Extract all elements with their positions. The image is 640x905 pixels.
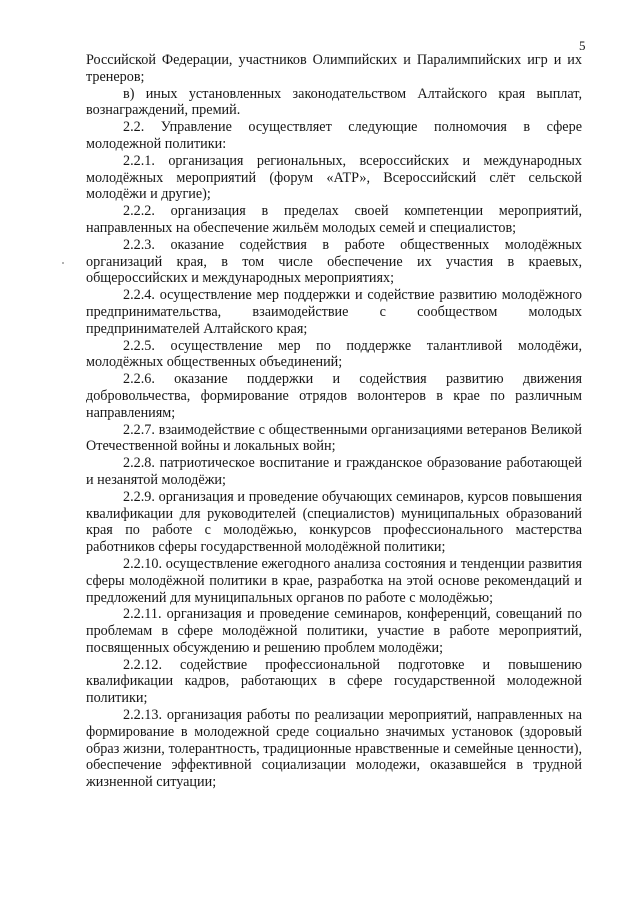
paragraph-continuation: Российской Федерации, участников Олимпийских и Паралимпийских игр и их тренеров; [86,52,582,85]
paragraph-item-v: в) иных установленных законодательством Алтайского края выплат, вознаграждений, премий. [86,85,582,119]
paragraph-2-2-3: 2.2.3. оказание содействия в работе общественных молодёжных организаций края, в том числе обеспечение их участия в краевых, общероссийских и международных мероприятиях; [86,236,582,287]
paragraph-2-2-8: 2.2.8. патриотическое воспитание и гражданское образование работающей и незанятой молодёжи; [86,455,582,488]
paragraph-2-2-13: 2.2.13. организация работы по реализации мероприятий, направленных на формирование в молодежной среде социально значимых установок (здоровый образ жизни, толерантность, традиционные нравственные и семейные ценности), обеспечение эффективной социализации молодежи, оказавшейся в трудной жизненной ситуации; [86,707,582,791]
paragraph-2-2-12: 2.2.12. содействие профессиональной подготовке и повышению квалификации кадров, работающих в сфере государственной молодежной политики; [86,656,582,707]
paragraph-2-2-6: 2.2.6. оказание поддержки и содействия развитию движения добровольчества, формирование отрядов волонтеров в крае по различным направлениям; [86,371,582,421]
paragraph-2-2-7: 2.2.7. взаимодействие с общественными организациями ветеранов Великой Отечественной войны и локальных войн; [86,421,582,455]
scan-speck [62,262,64,264]
paragraph-2-2-5: 2.2.5. осуществление мер по поддержке талантливой молодёжи, молодёжных общественных объединений; [86,337,582,371]
paragraph-2-2: 2.2. Управление осуществляет следующие полномочия в сфере молодежной политики: [86,119,582,152]
page-number: 5 [579,38,586,53]
paragraph-2-2-10: 2.2.10. осуществление ежегодного анализа состояния и тенденции развития сферы молодёжной политики в крае, разработка на этой основе рекомендаций и предложений для муниципальных органов по работе с молодёжью; [86,555,582,606]
paragraph-2-2-1: 2.2.1. организация региональных, всероссийских и международных молодёжных мероприятий (форум «АТР», Всероссийский слёт сельской молодёжи и другие); [86,152,582,203]
document-body [86,52,582,791]
paragraph-2-2-4: 2.2.4. осуществление мер поддержки и содействие развитию молодёжного предпринимательства, взаимодействие с сообществом молодых предпринимателей Алтайского края; [86,287,582,337]
paragraph-2-2-11: 2.2.11. организация и проведение семинаров, конференций, совещаний по проблемам в сфере молодёжной политики, участие в работе мероприятий, посвященных обсуждению и решению проблем молодёжи; [86,606,582,656]
paragraph-2-2-9: 2.2.9. организация и проведение обучающих семинаров, курсов повышения квалификации для руководителей (специалистов) муниципальных образований края по работе с молодёжью, конкурсов профессионального мастерства работников сферы государственной молодёжной политики; [86,488,582,556]
paragraph-2-2-2: 2.2.2. организация в пределах своей компетенции мероприятий, направленных на обеспечение жильём молодых семей и специалистов; [86,203,582,236]
